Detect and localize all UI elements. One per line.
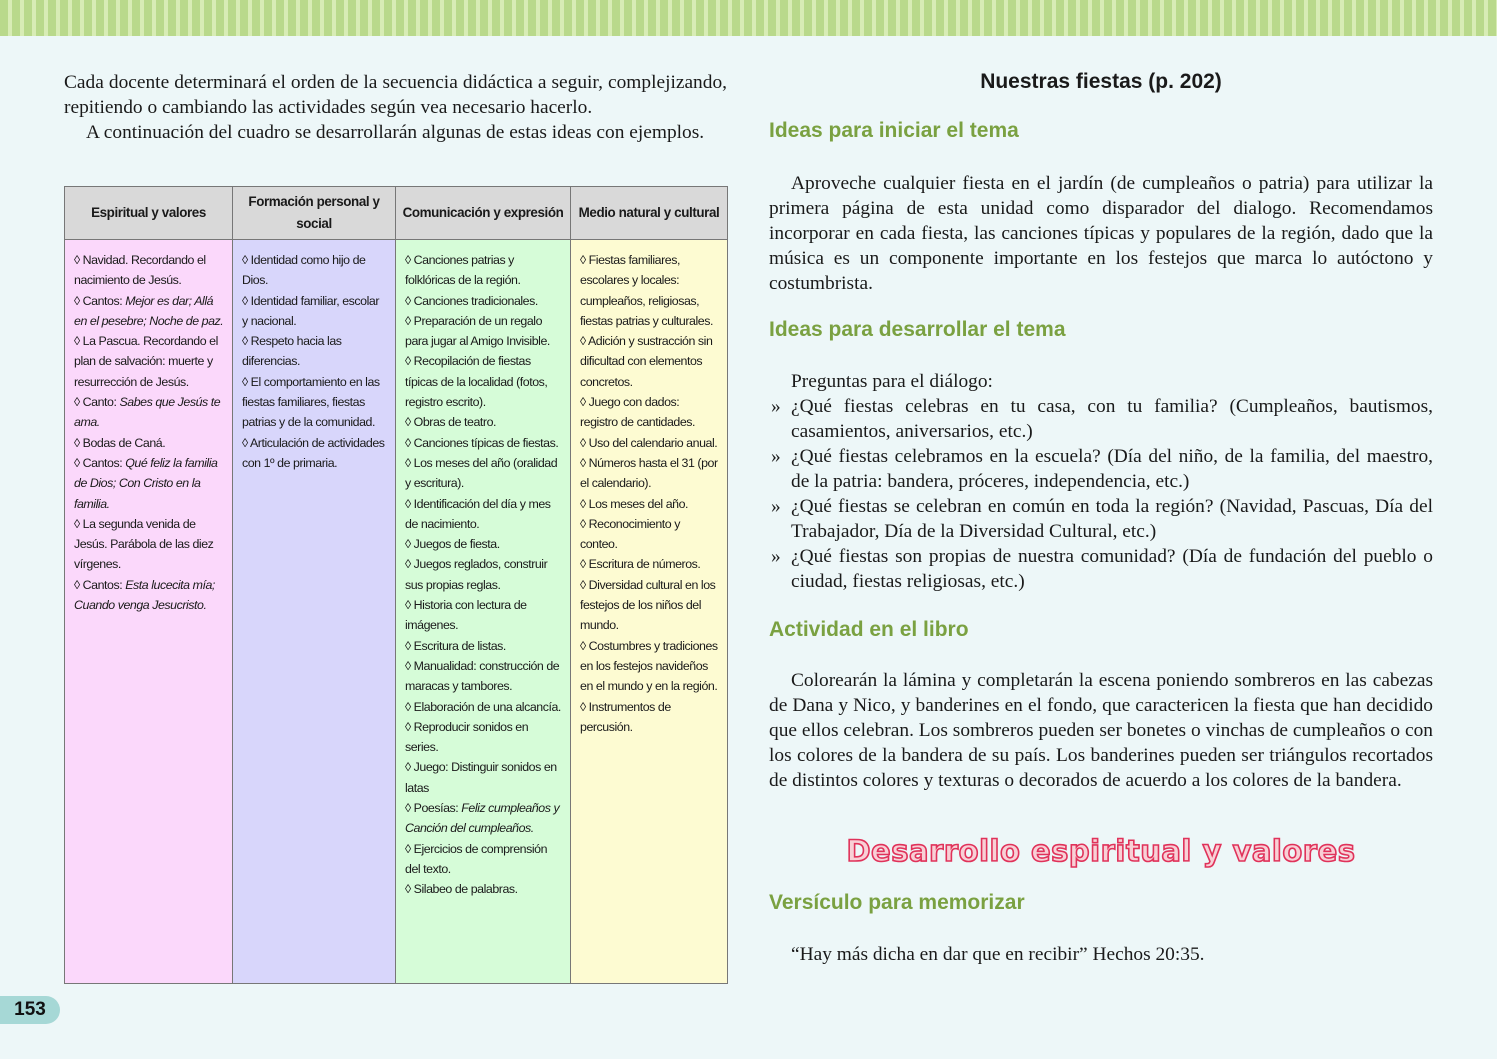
table-item: ◊ Preparación de un regalo para jugar al Amigo Invisible. <box>405 313 550 349</box>
table-item: ◊ La Pascua. Recordando el plan de salvación: muerte y resurrección de Jesús. <box>74 334 218 389</box>
questions-list <box>769 394 1433 594</box>
bullet-icon: » <box>771 396 781 417</box>
column-espiritual <box>65 240 233 984</box>
table-item: ◊ Reproducir sonidos en series. <box>405 719 529 755</box>
table-item: ◊ Adición y sustracción sin dificultad con elementos concretos. <box>580 334 713 389</box>
actividad-text: Colorearán la lámina y completarán la escena poniendo sombreros en las cabezas de Dana y Nico, y banderines en el fondo, que caractericen la fiesta que han decidido que ellos celebran. Los sombreros pueden ser bonetes o vinchas de cumpleaños o con los colores de la bandera de su país. Los banderines pueden ser triángulos recortados de distintos colores y texturas o decorados de acuerdo a los colores de la bandera. <box>769 670 1433 791</box>
table-item: ◊ La segunda venida de Jesús. Parábola de las diez vírgenes. <box>74 516 214 572</box>
table-item: ◊ Escritura de listas. <box>405 638 506 653</box>
header-comunicacion: Comunicación y expresión <box>396 187 571 240</box>
question-item: » ¿Qué fiestas son propias de nuestra comunidad? (Día de fundación del pueblo o ciudad, fiestas religiosas, etc.) <box>771 546 1433 592</box>
bullet-icon: » <box>771 446 781 467</box>
table-item: ◊ Bodas de Caná. <box>74 435 166 450</box>
table-item: ◊ Identidad familiar, escolar y nacional. <box>242 293 380 328</box>
table-item: ◊ Manualidad: construcción de maracas y tambores. <box>405 658 560 694</box>
table-item: ◊ Juego: Distinguir sonidos en latas <box>405 760 557 795</box>
iniciar-text: Aproveche cualquier fiesta en el jardín (de cumpleaños o patria) para utilizar la primera página de esta unidad como disparador del dialogo. Recomendamos incorporar en cada fiesta, las canciones típicas y populares de la región, dado que la música es un componente importante en los festejos que marca lo autóctono y costumbrista. <box>769 173 1433 294</box>
table-item: ◊ Ejercicios de comprensión del texto. <box>405 841 548 876</box>
table-item: ◊ Articulación de actividades con 1º de primaria. <box>242 435 385 470</box>
table-item: ◊ Cantos: Esta lucecita mía; Cuando venga Jesucristo. <box>74 577 215 613</box>
column-comunicacion <box>396 240 571 984</box>
intro-paragraph-1: Cada docente determinará el orden de la secuencia didáctica a seguir, complejizando, repitiendo o cambiando las actividades según vea necesario hacerlo. <box>64 72 727 118</box>
table-item: ◊ Canciones patrias y folklóricas de la región. <box>405 253 521 288</box>
decorative-top-stripe <box>0 0 1497 36</box>
activity-table <box>64 186 728 984</box>
column-medio-natural <box>571 240 728 984</box>
table-item: ◊ El comportamiento en las fiestas familiares, fiestas patrias y de la comunidad. <box>242 374 380 430</box>
table-item: ◊ Uso del calendario anual. <box>580 435 718 450</box>
header-espiritual: Espiritual y valores <box>65 187 233 240</box>
table-item: ◊ Juegos reglados, construir sus propias reglas. <box>405 557 548 592</box>
table-item: ◊ Diversidad cultural en los festejos de los niños del mundo. <box>580 577 716 633</box>
header-formacion: Formación personal y social <box>233 187 396 240</box>
heading-desarrollar: Ideas para desarrollar el tema <box>769 318 1066 341</box>
heading-iniciar: Ideas para iniciar el tema <box>769 119 1019 142</box>
bullet-icon: » <box>771 496 781 517</box>
questions-lead: Preguntas para el diálogo: <box>791 371 993 392</box>
desarrollar-block <box>769 369 1433 594</box>
intro-text <box>64 70 727 145</box>
table-item: ◊ Reconocimiento y conteo. <box>580 516 680 552</box>
table-item: ◊ Los meses del año. <box>580 496 689 511</box>
table-item: ◊ Costumbres y tradiciones en los festejos navideños en el mundo y en la región. <box>580 638 718 694</box>
table-item: ◊ Canto: Sabes que Jesús te ama. <box>74 395 221 430</box>
table-item: ◊ Los meses del año (oralidad y escritura). <box>405 455 558 491</box>
column-formacion <box>233 240 396 984</box>
table-item: ◊ Fiestas familiares, escolares y locales: cumpleaños, religiosas, fiestas patrias y culturales. <box>580 253 713 328</box>
table-item: ◊ Elaboración de una alcancía. <box>405 699 561 714</box>
table-item: ◊ Números hasta el 31 (por el calendario). <box>580 455 718 491</box>
intro-paragraph-2: A continuación del cuadro se desarrollarán algunas de estas ideas con ejemplos. <box>86 122 705 143</box>
table-item: ◊ Canciones tradicionales. <box>405 293 538 308</box>
table-item: ◊ Obras de teatro. <box>405 415 497 430</box>
table-item: ◊ Historia con lectura de imágenes. <box>405 598 527 633</box>
heading-versiculo: Versículo para memorizar <box>769 891 1025 914</box>
table-item: ◊ Juego con dados: registro de cantidades. <box>580 395 696 430</box>
question-item: » ¿Qué fiestas celebramos en la escuela? (Día del niño, de la familia, del maestro, de la patria: bandera, próceres, independencia, etc.) <box>771 446 1433 492</box>
table-item: ◊ Cantos: Mejor es dar; Allá en el pesebre; Noche de paz. <box>74 293 224 328</box>
page-number: 153 <box>0 996 60 1024</box>
table-item: ◊ Canciones típicas de fiestas. <box>405 435 559 450</box>
table-item: ◊ Instrumentos de percusión. <box>580 699 671 734</box>
table-item: ◊ Juegos de fiesta. <box>405 537 500 552</box>
table-item: ◊ Navidad. Recordando el nacimiento de Jesús. <box>74 253 206 288</box>
table-item: ◊ Recopilación de fiestas típicas de la localidad (fotos, registro escrito). <box>405 354 548 410</box>
table-item: ◊ Identidad como hijo de Dios. <box>242 253 366 288</box>
bullet-icon: » <box>771 546 781 567</box>
page-title: Nuestras fiestas (p. 202) <box>980 70 1222 93</box>
question-item: » ¿Qué fiestas celebras en tu casa, con tu familia? (Cumpleaños, bautismos, casamientos, aniversarios, etc.) <box>771 396 1433 442</box>
spiritual-development-heading: Desarrollo espiritual y valores <box>846 834 1356 868</box>
heading-actividad: Actividad en el libro <box>769 618 969 641</box>
table-item: ◊ Escritura de números. <box>580 557 701 572</box>
question-item: » ¿Qué fiestas se celebran en común en toda la región? (Navidad, Pascuas, Día del Trabajador, Día de la Diversidad Cultural, etc.) <box>771 496 1433 542</box>
table-item: ◊ Cantos: Qué feliz la familia de Dios; Con Cristo en la familia. <box>74 455 218 511</box>
versiculo-text: “Hay más dicha en dar que en recibir” Hechos 20:35. <box>791 944 1205 965</box>
table-item: ◊ Identificación del día y mes de nacimiento. <box>405 496 551 531</box>
header-medio-natural: Medio natural y cultural <box>571 187 728 240</box>
table-item: ◊ Respeto hacia las diferencias. <box>242 334 342 369</box>
table-item: ◊ Silabeo de palabras. <box>405 882 518 897</box>
table-item: ◊ Poesías: Feliz cumpleaños y Canción del cumpleaños. <box>405 801 560 836</box>
